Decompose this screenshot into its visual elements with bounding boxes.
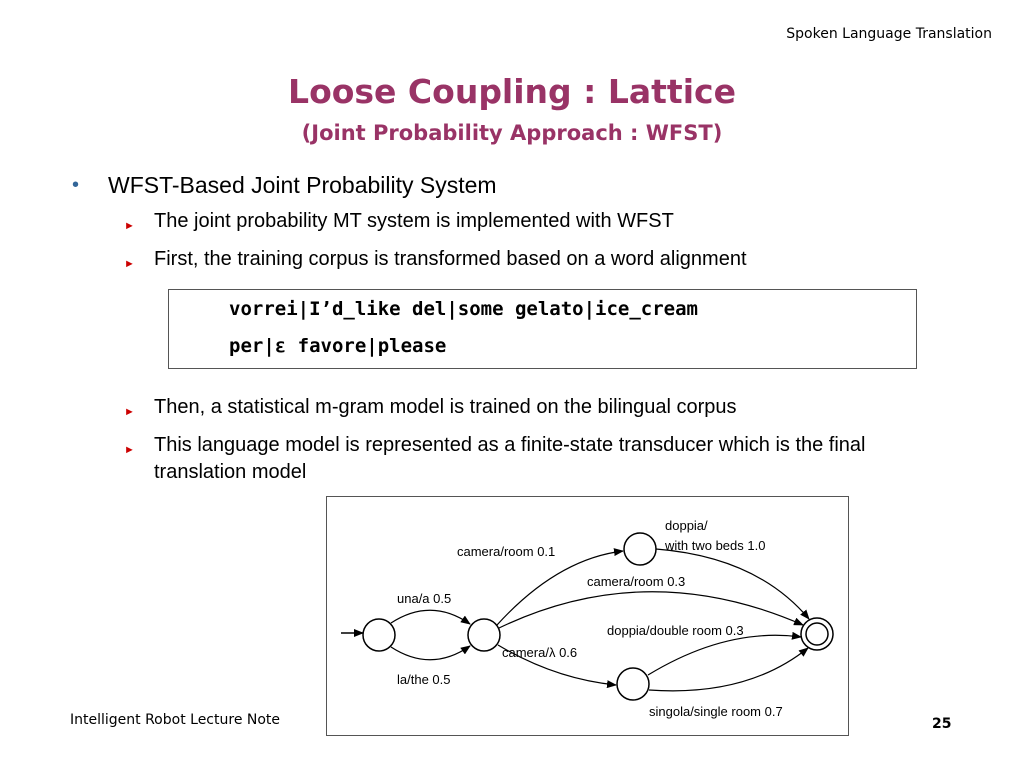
- arc-doppia-double: [648, 635, 801, 675]
- sub-bullet-text: Then, a statistical m-gram model is trained on the bilingual corpus: [154, 396, 737, 418]
- slide-subtitle: (Joint Probability Approach : WFST): [301, 121, 723, 145]
- code-line: per|ε favore|please: [229, 335, 447, 357]
- sub-bullet-text: The joint probability MT system is implemented with WFST: [154, 210, 674, 232]
- slide-title: Loose Coupling : Lattice: [288, 72, 736, 111]
- triangle-bullet-icon: ►: [124, 406, 135, 418]
- header-label: Spoken Language Translation: [786, 26, 992, 42]
- main-bullet-text: WFST-Based Joint Probability System: [108, 172, 497, 198]
- triangle-bullet-icon: ►: [124, 220, 135, 232]
- state-1: [468, 619, 500, 651]
- label-camera-lambda: camera/λ 0.6: [502, 645, 578, 660]
- arc-la: [391, 646, 470, 660]
- code-line: vorrei|I’d_like del|some gelato|ice_cream: [229, 298, 698, 320]
- arc-una: [391, 610, 470, 624]
- wfst-diagram-figure: [326, 496, 849, 736]
- sub-bullet-text: First, the training corpus is transformed based on a word alignment: [154, 248, 747, 270]
- state-3: [617, 668, 649, 700]
- label-doppia-2: with two beds 1.0: [665, 538, 766, 553]
- triangle-bullet-icon: ►: [124, 444, 135, 456]
- wfst-diagram: [327, 497, 848, 735]
- footer-course-label: Intelligent Robot Lecture Note: [70, 712, 281, 728]
- label-la: la/the 0.5: [397, 672, 451, 687]
- triangle-bullet-icon: ►: [124, 258, 135, 270]
- page-number: 25: [932, 716, 952, 732]
- alignment-example-box: [168, 289, 917, 369]
- label-una: una/a 0.5: [397, 591, 452, 606]
- label-singola: singola/single room 0.7: [649, 704, 783, 719]
- arc-singola: [649, 648, 808, 691]
- state-2: [624, 533, 656, 565]
- state-0: [363, 619, 395, 651]
- label-doppia-1: doppia/: [665, 518, 708, 533]
- label-camera-room-mid: camera/room 0.3: [587, 574, 686, 589]
- bullet-dot-icon: •: [72, 174, 80, 196]
- sub-bullet-text: This language model is represented as a finite-state transducer which is the final translation model: [154, 434, 866, 483]
- label-camera-room-up: camera/room 0.1: [457, 544, 556, 559]
- label-doppia-double: doppia/double room 0.3: [607, 623, 744, 638]
